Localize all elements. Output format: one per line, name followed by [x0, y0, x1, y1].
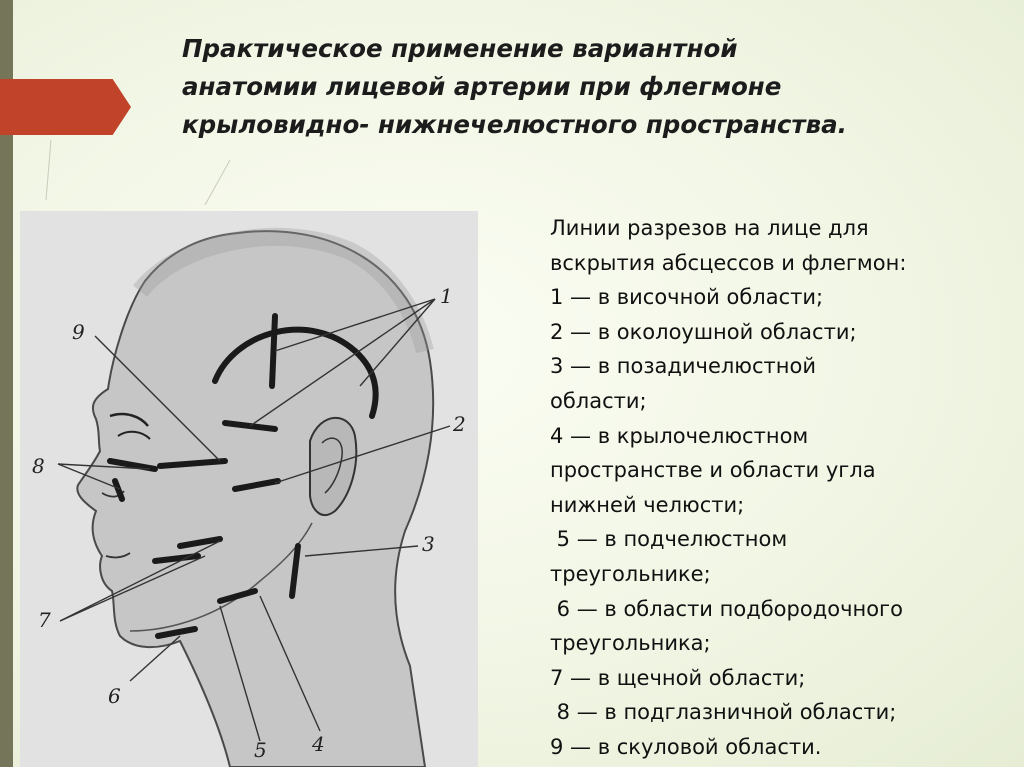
caption-line: 6 — в области подбородочного [550, 596, 903, 621]
caption-line: 1 — в височной области; [550, 285, 824, 310]
title-line: крыловидно- нижнечелюстного пространства. [182, 110, 847, 139]
figure-label-4: 4 [312, 732, 325, 756]
figure-label-2: 2 [453, 412, 466, 436]
slide-title [182, 30, 982, 144]
caption-line: 3 — в позадичелюстной [550, 354, 816, 379]
figure-label-6: 6 [108, 684, 121, 708]
figure-label-7: 7 [38, 608, 51, 632]
figure-label-9: 9 [72, 320, 85, 344]
caption-line: вскрытия абсцессов и флегмон: [550, 250, 907, 275]
caption-line: треугольника; [550, 631, 711, 656]
title-line: Практическое применение вариантной [182, 34, 738, 63]
figure-label-5: 5 [254, 738, 267, 762]
head-silhouette [77, 231, 433, 767]
title-arrow-marker [0, 79, 131, 135]
caption-line: 4 — в крылочелюстном [550, 423, 809, 448]
head-incision-figure [20, 211, 478, 767]
figure-label-3: 3 [422, 532, 435, 556]
head-illustration [20, 211, 478, 767]
figure-label-1: 1 [440, 284, 453, 308]
caption-line: области; [550, 388, 647, 413]
caption-line: 5 — в подчелюстном [550, 527, 788, 552]
incision-caption [550, 211, 1020, 765]
caption-line: 8 — в подглазничной области; [550, 700, 897, 725]
caption-line: 7 — в щечной области; [550, 665, 806, 690]
caption-line: Линии разрезов на лице для [550, 216, 869, 240]
caption-line: треугольнике; [550, 561, 711, 586]
caption-line: 2 — в околоушной области; [550, 319, 857, 344]
caption-line: 9 — в скуловой области. [550, 734, 822, 759]
title-line: анатомии лицевой артерии при флегмоне [182, 72, 782, 101]
figure-label-8: 8 [32, 454, 45, 478]
caption-line: пространстве и области угла [550, 458, 876, 483]
caption-line: нижней челюсти; [550, 492, 745, 517]
